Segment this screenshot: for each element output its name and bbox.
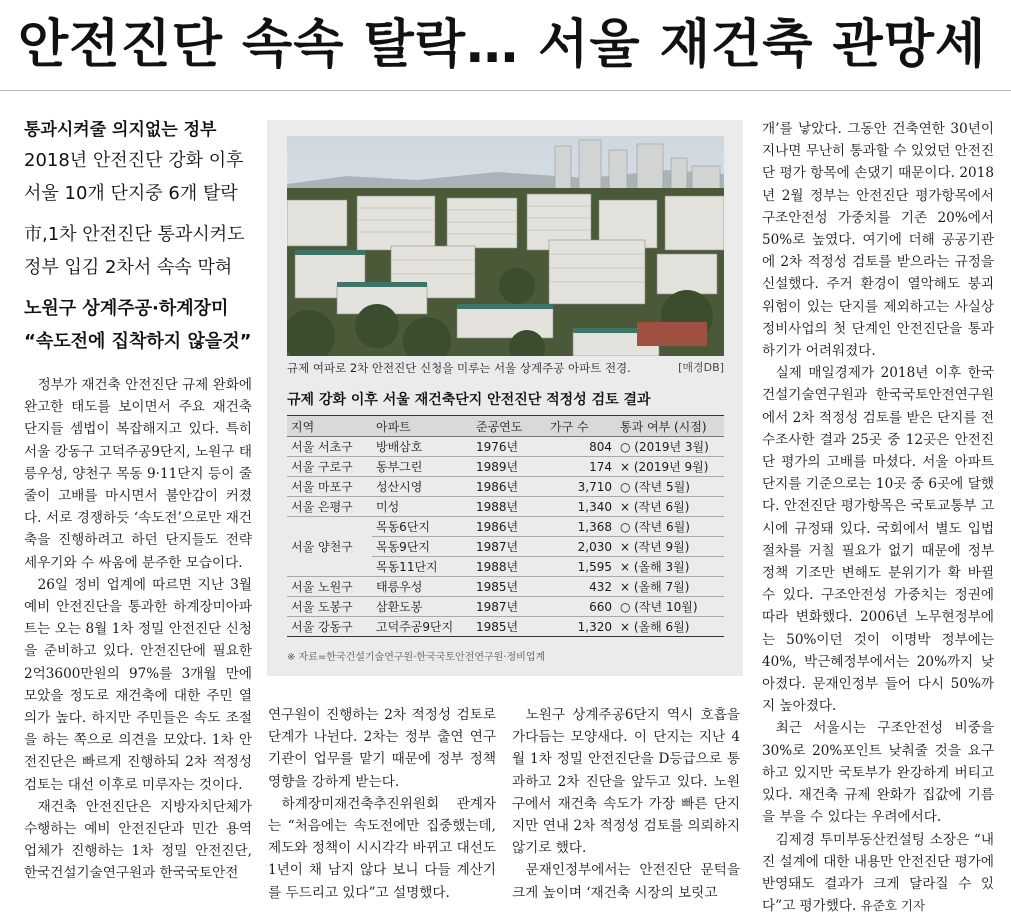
table-header-row [287, 416, 724, 437]
units-cell: 3,710 [546, 477, 616, 497]
paragraph [762, 829, 994, 917]
table-row [287, 477, 724, 497]
region-cell: 서울 서초구 [287, 437, 372, 457]
body-column-1 [24, 374, 252, 885]
header-cell: 지역 [287, 416, 372, 437]
apartment-cell: 목동6단지 [372, 517, 472, 537]
year-cell: 1988년 [472, 557, 546, 577]
year-cell: 1985년 [472, 577, 546, 597]
table-row [287, 577, 724, 597]
region-cell: 서울 은평구 [287, 497, 372, 517]
year-cell: 1976년 [472, 437, 546, 457]
units-cell: 174 [546, 457, 616, 477]
result-cell: × (올해 7월) [616, 577, 724, 597]
region-cell: 서울 마포구 [287, 477, 372, 497]
apartment-cell: 태릉우성 [372, 577, 472, 597]
subhead: 市,1차 안전진단 통과시켜도 [24, 218, 260, 251]
header-cell: 준공연도 [472, 416, 546, 437]
body-column-3 [512, 704, 740, 904]
headline-rule [0, 90, 1011, 91]
paragraph: 연구원이 진행하는 2차 적정성 검토로 단계가 나뉜다. 2차는 정부 출연 연구기관이 업무를 맡기 때문에 정부 정책 영향을 강하게 받는다. [268, 704, 496, 793]
apartment-cell: 목동11단지 [372, 557, 472, 577]
paragraph: 하계장미재건축추진위원회 관계자는 “처음에는 속도전에만 집중했는데, 제도와 정책이 시시각각 바뀌고 대선도 1년이 채 남지 않다 보니 다들 계산기를 두드리고 있다”고 설명했다. [268, 793, 496, 904]
result-cell: ○ (작년 5월) [616, 477, 724, 497]
result-cell: × (올해 6월) [616, 617, 724, 637]
caption-text: 규제 여파로 2차 안전진단 신청을 미루는 서울 상계주공 아파트 전경. [287, 359, 631, 377]
region-cell: 서울 강동구 [287, 617, 372, 637]
subhead: 정부 입김 2차서 속속 막혀 [24, 251, 260, 284]
result-cell: × (작년 9월) [616, 537, 724, 557]
header-cell: 가구 수 [546, 416, 616, 437]
table-row [287, 497, 724, 517]
subhead: 서울 10개 단지중 6개 탈락 [24, 177, 260, 210]
result-cell: × (올해 3월) [616, 557, 724, 577]
subhead: 2018년 안전진단 강화 이후 [24, 144, 260, 177]
byline: 유준호 기자 [861, 898, 925, 913]
subhead: “속도전에 집착하지 않을것” [24, 325, 260, 358]
photo-credit: [매경DB] [678, 359, 724, 377]
figure-box [267, 120, 743, 676]
results-table [287, 415, 724, 637]
paragraph: 최근 서울시는 구조안전성 비중을 30%로 20%포인트 낮춰줄 것을 요구하고 있지만 국토부가 완강하게 버티고 있다. 재건축 규제 완화가 집값에 기름을 부을 수 있다는 우려에서다. [762, 717, 994, 828]
year-cell: 1989년 [472, 457, 546, 477]
apartment-cell: 동부그린 [372, 457, 472, 477]
apartment-cell: 삼환도봉 [372, 597, 472, 617]
table-row [287, 437, 724, 457]
result-cell: × (2019년 9월) [616, 457, 724, 477]
year-cell: 1986년 [472, 477, 546, 497]
result-cell: ○ (작년 6월) [616, 517, 724, 537]
region-cell: 서울 구로구 [287, 457, 372, 477]
subhead: 노원구 상계주공·하계장미 [24, 292, 260, 325]
apartment-cell: 성산시영 [372, 477, 472, 497]
year-cell: 1988년 [472, 497, 546, 517]
paragraph: 실제 매일경제가 2018년 이후 한국건설기술연구원과 한국국토안전연구원에서 2차 적정성 검토를 받은 단지를 전수조사한 결과 25곳 중 12곳은 안전진단 평가의 고배를 마셨다. 서울 아파트 단지를 기준으로는 10곳 중 6곳에 달했다. 안전진단 평가항목은 국토교통부 고시에 규정돼 있다. 국회에서 별도 입법 절차를 거칠 필요가 없기 때문에 정부 정책 기조만 변해도 분위기가 확 바뀔 수 있다. 구조안전성 가중치는 정권에 따라 변화했다. 2006년 노무현정부에는 50%이던 것이 이명박 정부에는 40%, 박근혜정부에서는 20%까지 낮아졌다. 문재인정부 들어 다시 50%까지 높아졌다. [762, 362, 994, 717]
table-row [287, 517, 724, 537]
units-cell: 1,340 [546, 497, 616, 517]
table-title: 규제 강화 이후 서울 재건축단지 안전진단 적정성 검토 결과 [287, 390, 724, 410]
units-cell: 660 [546, 597, 616, 617]
body-column-4 [762, 118, 994, 917]
header-cell: 통과 여부 (시점) [616, 416, 724, 437]
year-cell: 1986년 [472, 517, 546, 537]
year-cell: 1987년 [472, 597, 546, 617]
apartment-cell: 목동9단지 [372, 537, 472, 557]
table-row [287, 597, 724, 617]
apartment-cell: 고덕주공9단지 [372, 617, 472, 637]
photo-caption [287, 359, 724, 377]
table-source: ※ 자료=한국건설기술연구원·한국국토안전연구원·정비업계 [287, 648, 724, 663]
headline: 안전진단 속속 탈락… 서울 재건축 관망세 [18, 6, 998, 84]
units-cell: 804 [546, 437, 616, 457]
paragraph: 노원구 상계주공6단지 역시 호흡을 가다듬는 모양새다. 이 단지는 지난 4월 1차 정밀 안전진단을 D등급으로 통과하고 2차 진단을 앞두고 있다. 노원구에서 재건축 속도가 가장 빠른 단지지만 연내 2차 적정성 검토를 의뢰하지 않기로 했다. [512, 704, 740, 859]
subheads [24, 116, 260, 358]
units-cell: 1,368 [546, 517, 616, 537]
table-row [287, 617, 724, 637]
units-cell: 1,320 [546, 617, 616, 637]
result-cell: ○ (작년 10월) [616, 597, 724, 617]
year-cell: 1985년 [472, 617, 546, 637]
paragraph: 26일 정비 업계에 따르면 지난 3월 예비 안전진단을 통과한 하계장미아파트는 오는 8월 1차 정밀 안전진단 신청을 준비하고 있다. 안전진단에 필요한 2억3600만원의 97%를 3개월 만에 모았을 정도로 재건축에 대한 주민 열의가 높다. 하지만 주민들은 속도 조절을 하는 쪽으로 의견을 모았다. 1차 안전진단은 빠르게 진행하되 2차 적정성 검토는 대선 이후로 미루자는 것이다. [24, 574, 252, 796]
units-cell: 2,030 [546, 537, 616, 557]
paragraph: 문재인정부에서는 안전진단 문턱을 크게 높이며 ‘재건축 시장의 보릿고 [512, 859, 740, 903]
result-cell: × (작년 6월) [616, 497, 724, 517]
body-column-2 [268, 704, 496, 904]
apartment-cell: 방배삼호 [372, 437, 472, 457]
table-row [287, 457, 724, 477]
subhead: 통과시켜줄 의지없는 정부 [24, 116, 260, 144]
apartment-cell: 미성 [372, 497, 472, 517]
region-cell: 서울 노원구 [287, 577, 372, 597]
units-cell: 432 [546, 577, 616, 597]
year-cell: 1987년 [472, 537, 546, 557]
region-cell: 서울 양천구 [287, 517, 372, 577]
region-cell: 서울 도봉구 [287, 597, 372, 617]
paragraph: 재건축 안전진단은 지방자치단체가 수행하는 예비 안전진단과 민간 용역 업체가 진행하는 1차 정밀 안전진단, 한국건설기술연구원과 한국국토안전 [24, 796, 252, 885]
units-cell: 1,595 [546, 557, 616, 577]
header-cell: 아파트 [372, 416, 472, 437]
paragraph: 정부가 재건축 안전진단 규제 완화에 완고한 태도를 보이면서 주요 재건축 단지들 셈법이 복잡해지고 있다. 특히 서울 강동구 고덕주공9단지, 노원구 태릉우성, 양천구 목동 9·11단지 등이 줄줄이 고배를 마시면서 불안감이 커졌다. 서로 경쟁하듯 ‘속도전’으로만 재건축을 진행하려고 하던 단지들도 전략 세우기와 수 싸움에 분주한 모습이다. [24, 374, 252, 574]
apartment-photo [287, 136, 724, 356]
closing-paragraph: 김제경 투미부동산컨설팅 소장은 “내진 설계에 대한 내용만 안전진단 평가에 반영돼도 결과가 크게 달라질 수 있다”고 평가했다. [762, 832, 994, 915]
paragraph: 개’를 낳았다. 그동안 건축연한 30년이 지나면 무난히 통과할 수 있었던 안전진단 평가 항목에 손댔기 때문이다. 2018년 2월 정부는 안전진단 평가항목에서 구조안전성 가중치를 기존 20%에서 50%로 높였다. 여기에 더해 공공기관에 2차 적정성 검토를 받으라는 규정을 신설했다. 주거 환경이 열악해도 붕괴 위험이 있는 단지를 제외하고는 사실상 정비사업의 첫 단계인 안전진단을 통과하기가 어려워졌다. [762, 118, 994, 362]
result-cell: ○ (2019년 3월) [616, 437, 724, 457]
